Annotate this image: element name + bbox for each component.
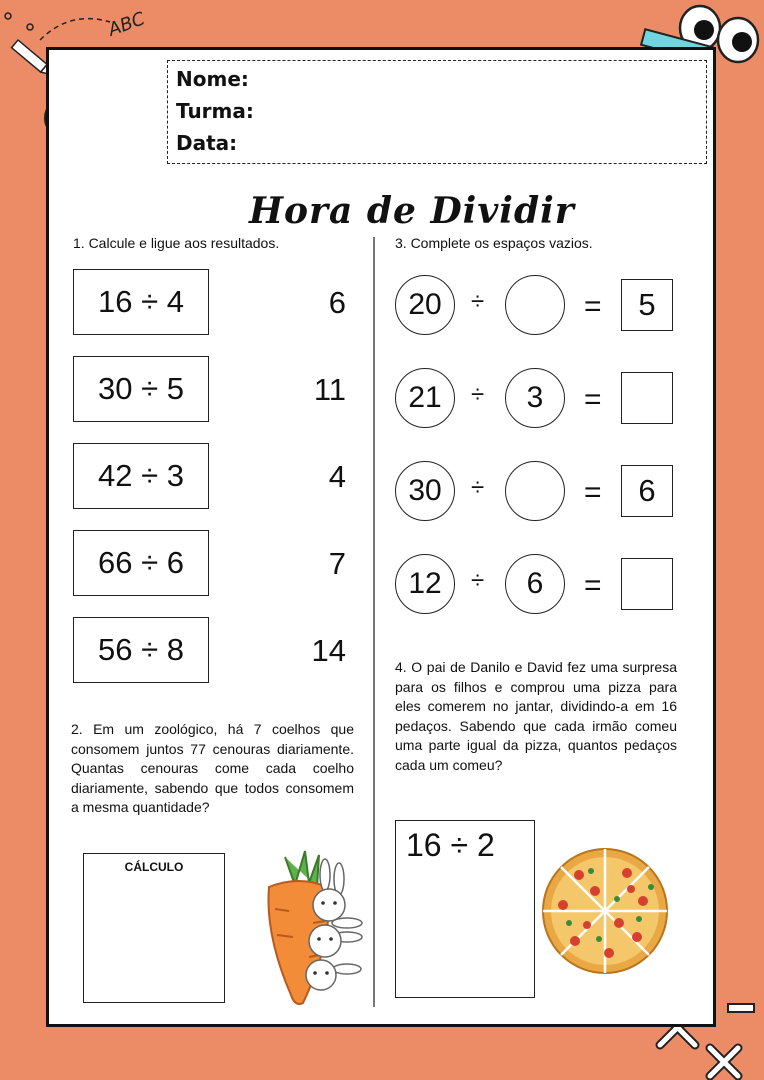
q1-result: 7 <box>328 546 346 581</box>
q1-operation-box: 30 ÷ 5 <box>73 356 209 422</box>
q3-dividend-circle: 12 <box>395 554 455 614</box>
q3-result-box: 5 <box>621 279 673 331</box>
calculation-label: CÁLCULO <box>124 860 184 874</box>
worksheet-title: Hora de Dividir <box>249 190 575 232</box>
q3-divisor-circle: 3 <box>505 368 565 428</box>
q3-heading: 3. Complete os espaços vazios. <box>395 235 593 251</box>
q4-expression: 16 ÷ 2 <box>406 827 495 863</box>
q1-operation-box: 16 ÷ 4 <box>73 269 209 335</box>
q3-result-box: 6 <box>621 465 673 517</box>
q3-divisor-circle: 6 <box>505 554 565 614</box>
equals-symbol: = <box>584 476 602 509</box>
q1-operation-box: 66 ÷ 6 <box>73 530 209 596</box>
calculation-box <box>83 853 225 1003</box>
q1-result: 4 <box>328 459 346 494</box>
q1-heading: 1. Calcule e ligue aos resultados. <box>73 235 280 251</box>
q3-divisor-circle[interactable] <box>505 461 565 521</box>
equals-symbol: = <box>584 383 602 416</box>
student-info-box <box>167 60 707 164</box>
equals-symbol: = <box>584 569 602 602</box>
division-symbol: ÷ <box>471 474 485 501</box>
class-label: Turma: <box>176 99 254 123</box>
name-label: Nome: <box>176 67 249 91</box>
column-divider <box>373 237 375 1007</box>
q1-result: 14 <box>311 633 346 668</box>
division-symbol: ÷ <box>471 288 485 315</box>
division-symbol: ÷ <box>471 567 485 594</box>
q1-result: 6 <box>328 285 346 320</box>
q3-result-box[interactable] <box>621 372 673 424</box>
q3-divisor-circle[interactable] <box>505 275 565 335</box>
q1-operation-box: 56 ÷ 8 <box>73 617 209 683</box>
q2-text: 2. Em um zoológico, há 7 coelhos que consomem juntos 77 cenouras diariamente. Quantas cenouras come cada coelho diariamente, sabendo que todos consomem a mesma quantidade? <box>71 721 354 815</box>
q3-result-box[interactable] <box>621 558 673 610</box>
q3-dividend-circle: 30 <box>395 461 455 521</box>
division-symbol: ÷ <box>471 381 485 408</box>
q3-dividend-circle: 21 <box>395 368 455 428</box>
abc-doodle-text: ABC <box>105 8 148 41</box>
date-label: Data: <box>176 131 238 155</box>
q1-operation-box: 42 ÷ 3 <box>73 443 209 509</box>
q4-text: 4. O pai de Danilo e David fez uma surpresa para os filhos e comprou uma pizza para eles comerem no jantar, dividindo-a em 16 pedaços. Sabendo que cada irmão comeu uma parte igual da pizza, quantos pedaços cada um comeu? <box>395 659 677 773</box>
pizza-icon <box>539 845 675 975</box>
equals-symbol: = <box>584 290 602 323</box>
q3-dividend-circle: 20 <box>395 275 455 335</box>
q1-result: 11 <box>313 372 346 407</box>
carrot-bunnies-icon <box>255 845 365 1007</box>
q4-work-box <box>395 820 535 998</box>
worksheet-page <box>46 47 716 1027</box>
